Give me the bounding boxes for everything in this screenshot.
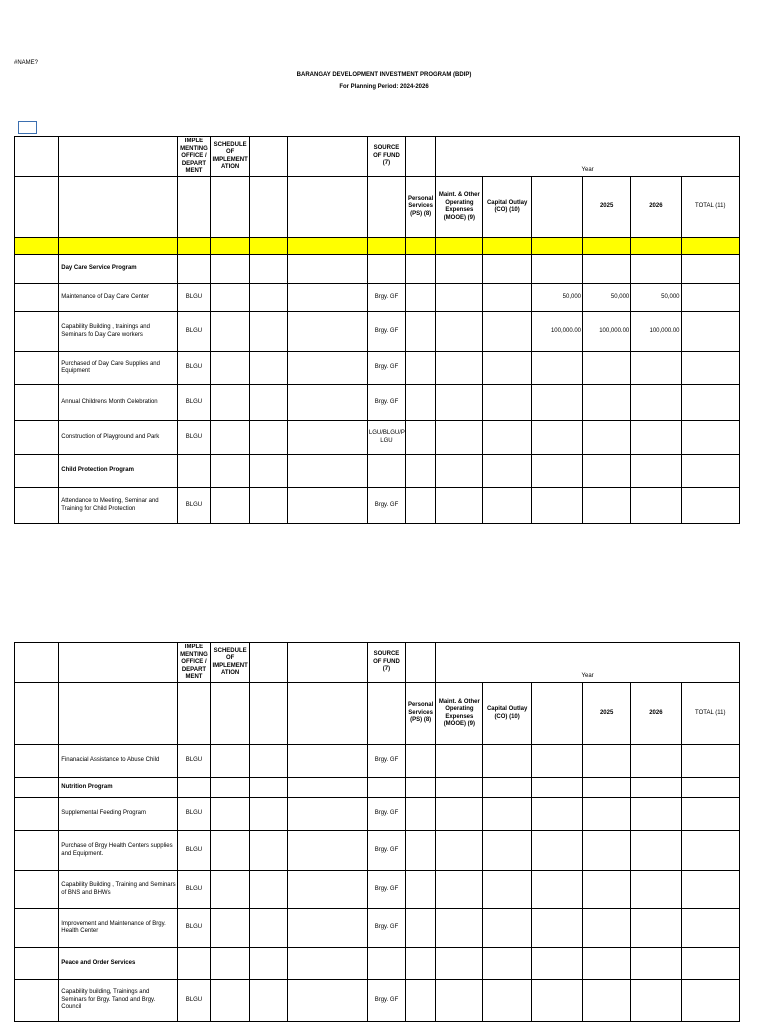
- year-2025-header: 2025: [583, 177, 631, 238]
- empty-cell: [531, 948, 582, 980]
- empty-cell: [583, 831, 631, 871]
- empty-cell: [406, 778, 436, 798]
- document-subtitle: For Planning Period: 2024-2026: [339, 84, 429, 90]
- empty-cell: [436, 778, 483, 798]
- empty-cell: [531, 745, 582, 778]
- empty-cell: [436, 455, 483, 488]
- empty-cell: [250, 421, 288, 455]
- empty-cell: [288, 385, 367, 421]
- empty-cell: [681, 255, 739, 284]
- impl-office-header: IMPLE MENTING OFFICE / DEPART MENT: [180, 138, 208, 174]
- source-header: SOURCE OF FUND (7): [367, 137, 405, 177]
- year-2026-header: 2026: [631, 177, 681, 238]
- empty-cell: [631, 455, 681, 488]
- source-of-fund: Brgy. GF: [367, 385, 405, 421]
- empty-cell: [406, 980, 436, 1022]
- empty-cell: [250, 909, 288, 948]
- program-row: [15, 778, 740, 798]
- empty-cell: [531, 909, 582, 948]
- project-description: Finanacial Assistance to Abuse Child: [59, 745, 178, 778]
- amount-value: 100,000.00: [631, 312, 681, 352]
- empty-cell: [681, 909, 739, 948]
- empty-cell: [211, 831, 250, 871]
- empty-cell: [583, 352, 631, 385]
- empty-cell: [531, 385, 582, 421]
- year-2025-header: 2025: [583, 683, 631, 745]
- empty-cell: [211, 352, 250, 385]
- empty-cell: [211, 255, 250, 284]
- program-title: Peace and Order Services: [59, 948, 178, 980]
- empty-cell: [211, 421, 250, 455]
- empty-cell: [288, 312, 367, 352]
- empty-cell: [177, 455, 210, 488]
- empty-cell: [681, 312, 739, 352]
- source-of-fund: Brgy. GF: [367, 284, 405, 312]
- empty-cell: [436, 385, 483, 421]
- empty-cell: [288, 909, 367, 948]
- empty-cell: [15, 909, 59, 948]
- empty-cell: [211, 778, 250, 798]
- empty-cell: [436, 312, 483, 352]
- implementing-office: BLGU: [177, 980, 210, 1022]
- empty-cell: [681, 871, 739, 909]
- empty-cell: [250, 778, 288, 798]
- empty-cell: [631, 871, 681, 909]
- table-row: [15, 980, 740, 1022]
- empty-cell: [681, 352, 739, 385]
- empty-cell: [211, 871, 250, 909]
- empty-cell: [15, 745, 59, 778]
- bdip-table-1: [14, 136, 740, 524]
- year-header: Year: [436, 137, 740, 177]
- empty-cell: [250, 831, 288, 871]
- empty-cell: [406, 284, 436, 312]
- empty-cell: [583, 948, 631, 980]
- total-header: TOTAL (11): [681, 683, 739, 745]
- empty-cell: [681, 948, 739, 980]
- empty-cell: [406, 745, 436, 778]
- empty-cell: [288, 352, 367, 385]
- source-of-fund: LGU/BLGU/P LGU: [367, 421, 405, 455]
- empty-cell: [531, 255, 582, 284]
- co-header: Capital Outlay (CO) (10): [483, 177, 531, 238]
- implementing-office: BLGU: [177, 284, 210, 312]
- empty-cell: [250, 871, 288, 909]
- ps-header: Personal Services (PS) (8): [406, 177, 436, 238]
- mooe-header: Maint. & Other Operating Expenses (MOOE) (9): [436, 683, 483, 745]
- empty-cell: [406, 488, 436, 524]
- empty-cell: [583, 909, 631, 948]
- empty-cell: [631, 778, 681, 798]
- form-checkbox[interactable]: [18, 121, 37, 134]
- implementing-office: BLGU: [177, 421, 210, 455]
- empty-cell: [436, 745, 483, 778]
- empty-cell: [211, 980, 250, 1022]
- project-description: Capability Building , trainings and Seminars fo Day Care workers: [59, 312, 178, 352]
- empty-cell: [483, 980, 531, 1022]
- empty-cell: [531, 488, 582, 524]
- empty-cell: [483, 284, 531, 312]
- empty-cell: [631, 385, 681, 421]
- impl-office-header: IMPLE MENTING OFFICE / DEPART MENT: [180, 644, 208, 680]
- schedule-header: SCHEDULE OF IMPLEMENT ATION: [211, 137, 250, 177]
- empty-cell: [15, 948, 59, 980]
- empty-cell: [288, 948, 367, 980]
- implementing-office: BLGU: [177, 871, 210, 909]
- empty-cell: [406, 948, 436, 980]
- implementing-office: BLGU: [177, 488, 210, 524]
- empty-cell: [631, 745, 681, 778]
- empty-cell: [15, 778, 59, 798]
- empty-cell: [583, 778, 631, 798]
- implementing-office: BLGU: [177, 745, 210, 778]
- implementing-office: BLGU: [177, 385, 210, 421]
- empty-cell: [531, 831, 582, 871]
- empty-cell: [681, 284, 739, 312]
- empty-cell: [631, 421, 681, 455]
- empty-cell: [15, 255, 59, 284]
- empty-cell: [250, 798, 288, 831]
- empty-cell: [288, 745, 367, 778]
- empty-cell: [531, 798, 582, 831]
- empty-cell: [15, 488, 59, 524]
- empty-cell: [406, 871, 436, 909]
- empty-cell: [681, 778, 739, 798]
- empty-cell: [250, 948, 288, 980]
- source-header: SOURCE OF FUND (7): [367, 643, 405, 683]
- amount-value: 50,000: [631, 284, 681, 312]
- project-description: Supplemental Feeding Program: [59, 798, 178, 831]
- empty-cell: [531, 352, 582, 385]
- empty-cell: [250, 352, 288, 385]
- table-row: [15, 871, 740, 909]
- source-of-fund: Brgy. GF: [367, 980, 405, 1022]
- table-row: [15, 831, 740, 871]
- name-error-cell: #NAME?: [14, 60, 39, 66]
- empty-cell: [15, 980, 59, 1022]
- implementing-office: BLGU: [177, 352, 210, 385]
- empty-cell: [406, 909, 436, 948]
- implementing-office: BLGU: [177, 909, 210, 948]
- empty-cell: [631, 255, 681, 284]
- empty-cell: [483, 385, 531, 421]
- empty-cell: [483, 778, 531, 798]
- empty-cell: [15, 871, 59, 909]
- empty-cell: [483, 488, 531, 524]
- source-of-fund: Brgy. GF: [367, 831, 405, 871]
- empty-cell: [406, 352, 436, 385]
- empty-cell: [583, 455, 631, 488]
- empty-cell: [406, 385, 436, 421]
- bdip-table-2: [14, 642, 740, 1022]
- source-of-fund: Brgy. GF: [367, 312, 405, 352]
- empty-cell: [483, 312, 531, 352]
- empty-cell: [436, 909, 483, 948]
- empty-cell: [211, 909, 250, 948]
- document-title: BARANGAY DEVELOPMENT INVESTMENT PROGRAM (BDIP): [296, 72, 472, 78]
- empty-cell: [483, 871, 531, 909]
- empty-cell: [15, 385, 59, 421]
- empty-cell: [483, 831, 531, 871]
- table-row: [15, 909, 740, 948]
- empty-cell: [406, 312, 436, 352]
- co-header: Capital Outlay (CO) (10): [483, 683, 531, 745]
- empty-cell: [436, 352, 483, 385]
- empty-cell: [177, 948, 210, 980]
- amount-value: 100,000.00: [583, 312, 631, 352]
- empty-cell: [583, 488, 631, 524]
- project-description: Attendance to Meeting, Seminar and Training for Child Protection: [59, 488, 178, 524]
- source-of-fund: Brgy. GF: [367, 909, 405, 948]
- empty-cell: [15, 352, 59, 385]
- highlight-row: [15, 238, 740, 255]
- empty-cell: [367, 948, 405, 980]
- empty-cell: [288, 871, 367, 909]
- source-of-fund: Brgy. GF: [367, 798, 405, 831]
- mooe-header: Maint. & Other Operating Expenses (MOOE) (9): [436, 177, 483, 238]
- empty-cell: [531, 871, 582, 909]
- empty-cell: [681, 421, 739, 455]
- program-title: Day Care Service Program: [59, 255, 178, 284]
- source-of-fund: Brgy. GF: [367, 488, 405, 524]
- empty-cell: [250, 455, 288, 488]
- empty-cell: [631, 980, 681, 1022]
- empty-cell: [250, 312, 288, 352]
- empty-cell: [483, 909, 531, 948]
- empty-cell: [211, 455, 250, 488]
- amount-value: 100,000.00: [531, 312, 582, 352]
- project-description: Annual Childrens Month Celebration: [59, 385, 178, 421]
- year-header: Year: [436, 643, 740, 683]
- amount-value: 50,000: [583, 284, 631, 312]
- table-row: [15, 798, 740, 831]
- empty-cell: [583, 385, 631, 421]
- project-description: Purchased of Day Care Supplies and Equipment: [59, 352, 178, 385]
- implementing-office: BLGU: [177, 798, 210, 831]
- empty-cell: [211, 488, 250, 524]
- empty-cell: [406, 421, 436, 455]
- empty-cell: [250, 284, 288, 312]
- empty-cell: [15, 421, 59, 455]
- empty-cell: [436, 284, 483, 312]
- empty-cell: [681, 798, 739, 831]
- empty-cell: [288, 284, 367, 312]
- table-row: [15, 488, 740, 524]
- program-title: Nutrition Program: [59, 778, 178, 798]
- header-row-1: [15, 137, 740, 177]
- empty-cell: [436, 831, 483, 871]
- empty-cell: [681, 831, 739, 871]
- table-row: [15, 312, 740, 352]
- empty-cell: [15, 284, 59, 312]
- empty-cell: [211, 312, 250, 352]
- empty-cell: [288, 831, 367, 871]
- program-row: [15, 455, 740, 488]
- empty-cell: [681, 488, 739, 524]
- empty-cell: [15, 831, 59, 871]
- header-row-2: [15, 177, 740, 238]
- program-row: [15, 948, 740, 980]
- empty-cell: [531, 980, 582, 1022]
- empty-cell: [288, 421, 367, 455]
- empty-cell: [406, 455, 436, 488]
- empty-cell: [583, 871, 631, 909]
- empty-cell: [367, 255, 405, 284]
- source-of-fund: Brgy. GF: [367, 871, 405, 909]
- empty-cell: [250, 385, 288, 421]
- empty-cell: [15, 312, 59, 352]
- project-description: Capability Building , Training and Seminars of BNS and BHWs: [59, 871, 178, 909]
- empty-cell: [436, 255, 483, 284]
- empty-cell: [211, 745, 250, 778]
- empty-cell: [631, 352, 681, 385]
- empty-cell: [583, 421, 631, 455]
- source-of-fund: Brgy. GF: [367, 352, 405, 385]
- empty-cell: [436, 421, 483, 455]
- empty-cell: [631, 831, 681, 871]
- empty-cell: [211, 284, 250, 312]
- empty-cell: [15, 455, 59, 488]
- empty-cell: [531, 421, 582, 455]
- empty-cell: [250, 255, 288, 284]
- year-2026-header: 2026: [631, 683, 681, 745]
- empty-cell: [406, 255, 436, 284]
- empty-cell: [406, 798, 436, 831]
- empty-cell: [436, 948, 483, 980]
- empty-cell: [288, 255, 367, 284]
- empty-cell: [631, 488, 681, 524]
- empty-cell: [631, 948, 681, 980]
- empty-cell: [483, 798, 531, 831]
- empty-cell: [250, 980, 288, 1022]
- empty-cell: [288, 455, 367, 488]
- empty-cell: [631, 798, 681, 831]
- empty-cell: [211, 948, 250, 980]
- empty-cell: [436, 871, 483, 909]
- empty-cell: [583, 980, 631, 1022]
- empty-cell: [531, 455, 582, 488]
- empty-cell: [250, 488, 288, 524]
- empty-cell: [436, 980, 483, 1022]
- project-description: Construction of Playground and Park: [59, 421, 178, 455]
- empty-cell: [681, 745, 739, 778]
- schedule-header: SCHEDULE OF IMPLEMENT ATION: [211, 643, 250, 683]
- empty-cell: [367, 455, 405, 488]
- project-description: Improvement and Maintenance of Brgy. Health Center: [59, 909, 178, 948]
- empty-cell: [483, 455, 531, 488]
- project-description: Maintenance of Day Care Center: [59, 284, 178, 312]
- project-description: Capability building, Trainings and Seminars for Brgy. Tanod and Brgy. Council: [59, 980, 178, 1022]
- empty-cell: [288, 778, 367, 798]
- empty-cell: [436, 488, 483, 524]
- implementing-office: BLGU: [177, 312, 210, 352]
- empty-cell: [288, 488, 367, 524]
- program-row: [15, 255, 740, 284]
- empty-cell: [288, 798, 367, 831]
- program-title: Child Protection Program: [59, 455, 178, 488]
- empty-cell: [483, 352, 531, 385]
- empty-cell: [531, 778, 582, 798]
- empty-cell: [483, 948, 531, 980]
- empty-cell: [681, 980, 739, 1022]
- implementing-office: BLGU: [177, 831, 210, 871]
- header-row-2: [15, 683, 740, 745]
- empty-cell: [583, 798, 631, 831]
- empty-cell: [15, 798, 59, 831]
- empty-cell: [681, 455, 739, 488]
- project-description: Purchase of Brgy Health Centers supplies and Equipment.: [59, 831, 178, 871]
- empty-cell: [211, 385, 250, 421]
- amount-value: 50,000: [531, 284, 582, 312]
- empty-cell: [483, 255, 531, 284]
- table-row: [15, 284, 740, 312]
- empty-cell: [250, 745, 288, 778]
- empty-cell: [367, 778, 405, 798]
- source-of-fund: Brgy. GF: [367, 745, 405, 778]
- empty-cell: [583, 255, 631, 284]
- empty-cell: [631, 909, 681, 948]
- empty-cell: [483, 745, 531, 778]
- table-row: [15, 745, 740, 778]
- empty-cell: [436, 798, 483, 831]
- empty-cell: [177, 255, 210, 284]
- header-row-1: [15, 643, 740, 683]
- empty-cell: [406, 831, 436, 871]
- empty-cell: [211, 798, 250, 831]
- empty-cell: [681, 385, 739, 421]
- table-row: [15, 421, 740, 455]
- table-row: [15, 352, 740, 385]
- total-header: TOTAL (11): [681, 177, 739, 238]
- ps-header: Personal Services (PS) (8): [406, 683, 436, 745]
- empty-cell: [177, 778, 210, 798]
- empty-cell: [483, 421, 531, 455]
- empty-cell: [288, 980, 367, 1022]
- table-row: [15, 385, 740, 421]
- empty-cell: [583, 745, 631, 778]
